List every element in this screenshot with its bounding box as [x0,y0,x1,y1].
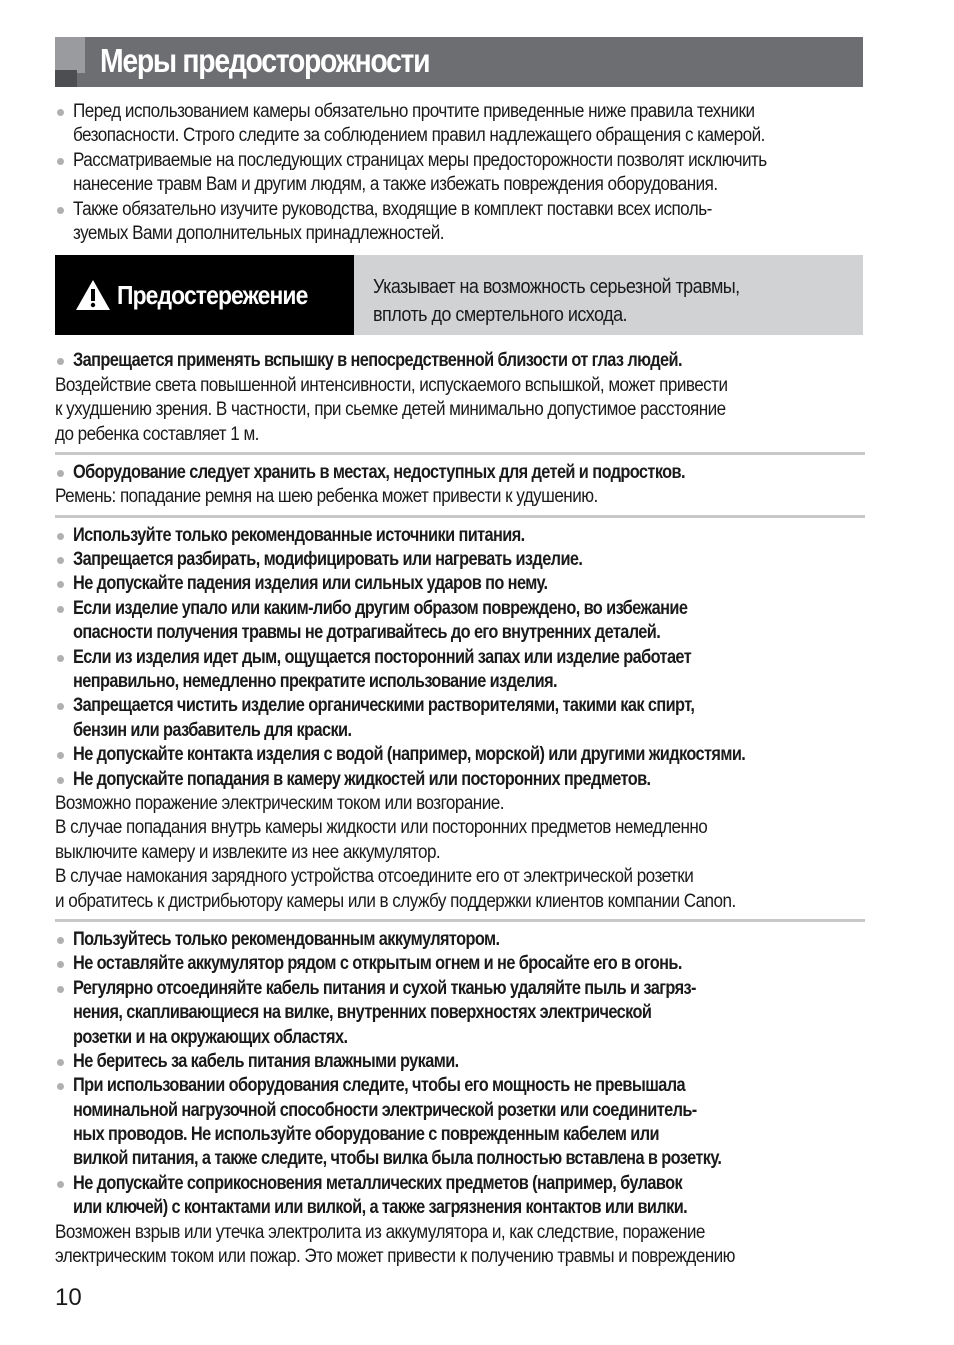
text-line: Регулярно отсоединяйте кабель питания и сухой тканью удаляйте пыль и загряз- [73,977,696,999]
warning-box [55,255,863,335]
precaution-heading [55,524,865,548]
paragraph [55,1221,865,1270]
text-line: неправильно, немедленно прекратите использование изделия. [73,671,557,693]
precaution-heading [55,694,865,743]
title-decoration-shadow [55,70,77,87]
page-content [55,100,865,1269]
precaution-heading [55,349,865,373]
precaution-heading [55,1172,865,1221]
text-line: При использовании оборудования следите, чтобы его мощность не превышала [73,1075,685,1097]
text-line: Если изделие упало или каким-либо другим образом повреждено, во избежание [73,597,688,619]
text-line: Перед использованием камеры обязательно прочтите приведенные ниже правила техники [73,101,755,122]
warning-desc-line: Указывает на возможность серьезной травмы, [373,276,740,299]
bullet-icon [57,533,64,540]
text-line: или ключей) с контактами или вилкой, а также загрязнения контактов или вилки. [73,1197,688,1219]
text-line: Не оставляйте аккумулятор рядом с открытым огнем и не бросайте его в огонь. [73,953,682,975]
bullet-icon [57,986,64,993]
text-line: Запрещается чистить изделие органическими растворителями, такими как спирт, [73,695,695,717]
text-line: Рассматриваемые на последующих страницах меры предосторожности позволят исключить [73,149,767,171]
text-line: зуемых Вами дополнительных принадлежностей. [73,222,444,244]
bullet-icon [57,470,64,477]
paragraph [55,100,865,149]
precaution-heading [55,597,865,646]
precaution-section [55,928,865,1269]
precaution-heading [55,743,865,767]
warning-title: Предостережение [117,279,308,310]
text-line: Ремень: попадание ремня на шею ребенка может привести к удушению. [55,486,598,508]
precaution-section [55,349,865,447]
paragraph [55,485,865,509]
precaution-heading [55,1074,865,1172]
warning-description [354,255,863,335]
text-line: Не допускайте попадания в камеру жидкостей или посторонних предметов. [73,768,651,790]
precaution-heading [55,572,865,596]
bullet-icon [57,961,64,968]
paragraph [55,792,865,914]
paragraph [55,374,865,447]
bullet-icon [57,557,64,564]
text-line: В случае намокания зарядного устройства отсоедините его от электрической розетки [55,866,694,888]
text-line: Используйте только рекомендованные источники питания. [73,524,525,546]
text-line: Также обязательно изучите руководства, входящие в комплект поставки всех исполь- [73,198,712,220]
text-line: до ребенка составляет 1 м. [55,423,259,445]
warning-desc-line: вплоть до смертельного исхода. [373,304,628,327]
text-line: бензин или разбавитель для краски. [73,719,352,741]
precaution-heading [55,768,865,792]
precaution-section [55,524,865,914]
bullet-icon [57,158,64,165]
text-line: розетки и на окружающих областях. [73,1026,348,1048]
intro-list [55,100,865,246]
bullet-icon [57,752,64,759]
text-line: Возможно поражение электрическим током или возгорание. [55,792,504,814]
text-line: опасности получения травмы не дотрагивайтесь до его внутренних деталей. [73,622,661,644]
text-line: Не допускайте контакта изделия с водой (например, морской) или другими жидкостями. [73,744,746,766]
text-line: вилкой питания, а также следите, чтобы вилка была полностью вставлена в розетку. [73,1148,722,1170]
bullet-icon [57,109,64,116]
precaution-heading [55,952,865,976]
bullet-icon [57,1181,64,1188]
precaution-sections [55,349,865,1269]
text-line: нанесение травм Вам и другим людям, а также избежать повреждения оборудования. [73,174,718,196]
bullet-icon [57,937,64,944]
precaution-heading [55,646,865,695]
precaution-section [55,461,865,510]
warning-triangle-icon [75,279,111,311]
paragraph [55,149,865,198]
text-line: Не допускайте соприкосновения металлических предметов (например, булавок [73,1172,683,1194]
bullet-icon [57,1083,64,1090]
text-line: Возможен взрыв или утечка электролита из аккумулятора и, как следствие, поражение [55,1221,705,1243]
bullet-icon [57,581,64,588]
text-line: ных проводов. Не используйте оборудование с поврежденным кабелем или [73,1124,659,1146]
text-line: Пользуйтесь только рекомендованным аккумулятором. [73,928,500,950]
bullet-icon [57,207,64,214]
section-divider [55,515,865,518]
bullet-icon [57,777,64,784]
title-decoration [55,37,85,73]
text-line: Запрещается применять вспышку в непосредственной близости от глаз людей. [73,350,682,372]
page-number: 10 [55,1284,82,1311]
text-line: Воздействие света повышенной интенсивности, испускаемого вспышкой, может привести [55,374,728,396]
bullet-icon [57,358,64,365]
text-line: Запрещается разбирать, модифицировать или нагревать изделие. [73,549,583,571]
precaution-heading [55,977,865,1050]
text-line: Не беритесь за кабель питания влажными руками. [73,1050,459,1072]
text-line: Оборудование следует хранить в местах, недоступных для детей и подростков. [73,461,685,483]
bullet-icon [57,1059,64,1066]
precaution-heading [55,461,865,485]
bullet-icon [57,606,64,613]
text-line: В случае попадания внутрь камеры жидкости или посторонних предметов немедленно [55,817,708,839]
text-line: Не допускайте падения изделия или сильных ударов по нему. [73,573,548,595]
section-divider [55,452,865,455]
text-line: и обратитесь к дистрибьютору камеры или в службу поддержки клиентов компании Canon. [55,890,736,912]
precaution-heading [55,548,865,572]
text-line: электрическим током или пожар. Это может привести к получению травмы и повреждению [55,1246,735,1268]
text-line: к ухудшению зрения. В частности, при сьемке детей минимально допустимое расстояние [55,399,726,421]
text-line: номинальной нагрузочной способности электрической розетки или соединитель- [73,1099,697,1121]
text-line: нения, скапливающиеся на вилке, внутренних поверхностях электрической [73,1002,652,1024]
text-line: выключите камеру и извлеките из нее аккумулятор. [55,841,441,863]
warning-label [55,255,354,335]
precaution-heading [55,1050,865,1074]
text-line: безопасности. Строго следите за соблюдением правил надлежащего обращения с камерой. [73,125,765,147]
bullet-icon [57,703,64,710]
precaution-heading [55,928,865,952]
section-divider [55,919,865,922]
text-line: Если из изделия идет дым, ощущается посторонний запах или изделие работает [73,646,692,668]
paragraph [55,198,865,247]
bullet-icon [57,655,64,662]
page-title: Меры предосторожности [100,42,430,79]
